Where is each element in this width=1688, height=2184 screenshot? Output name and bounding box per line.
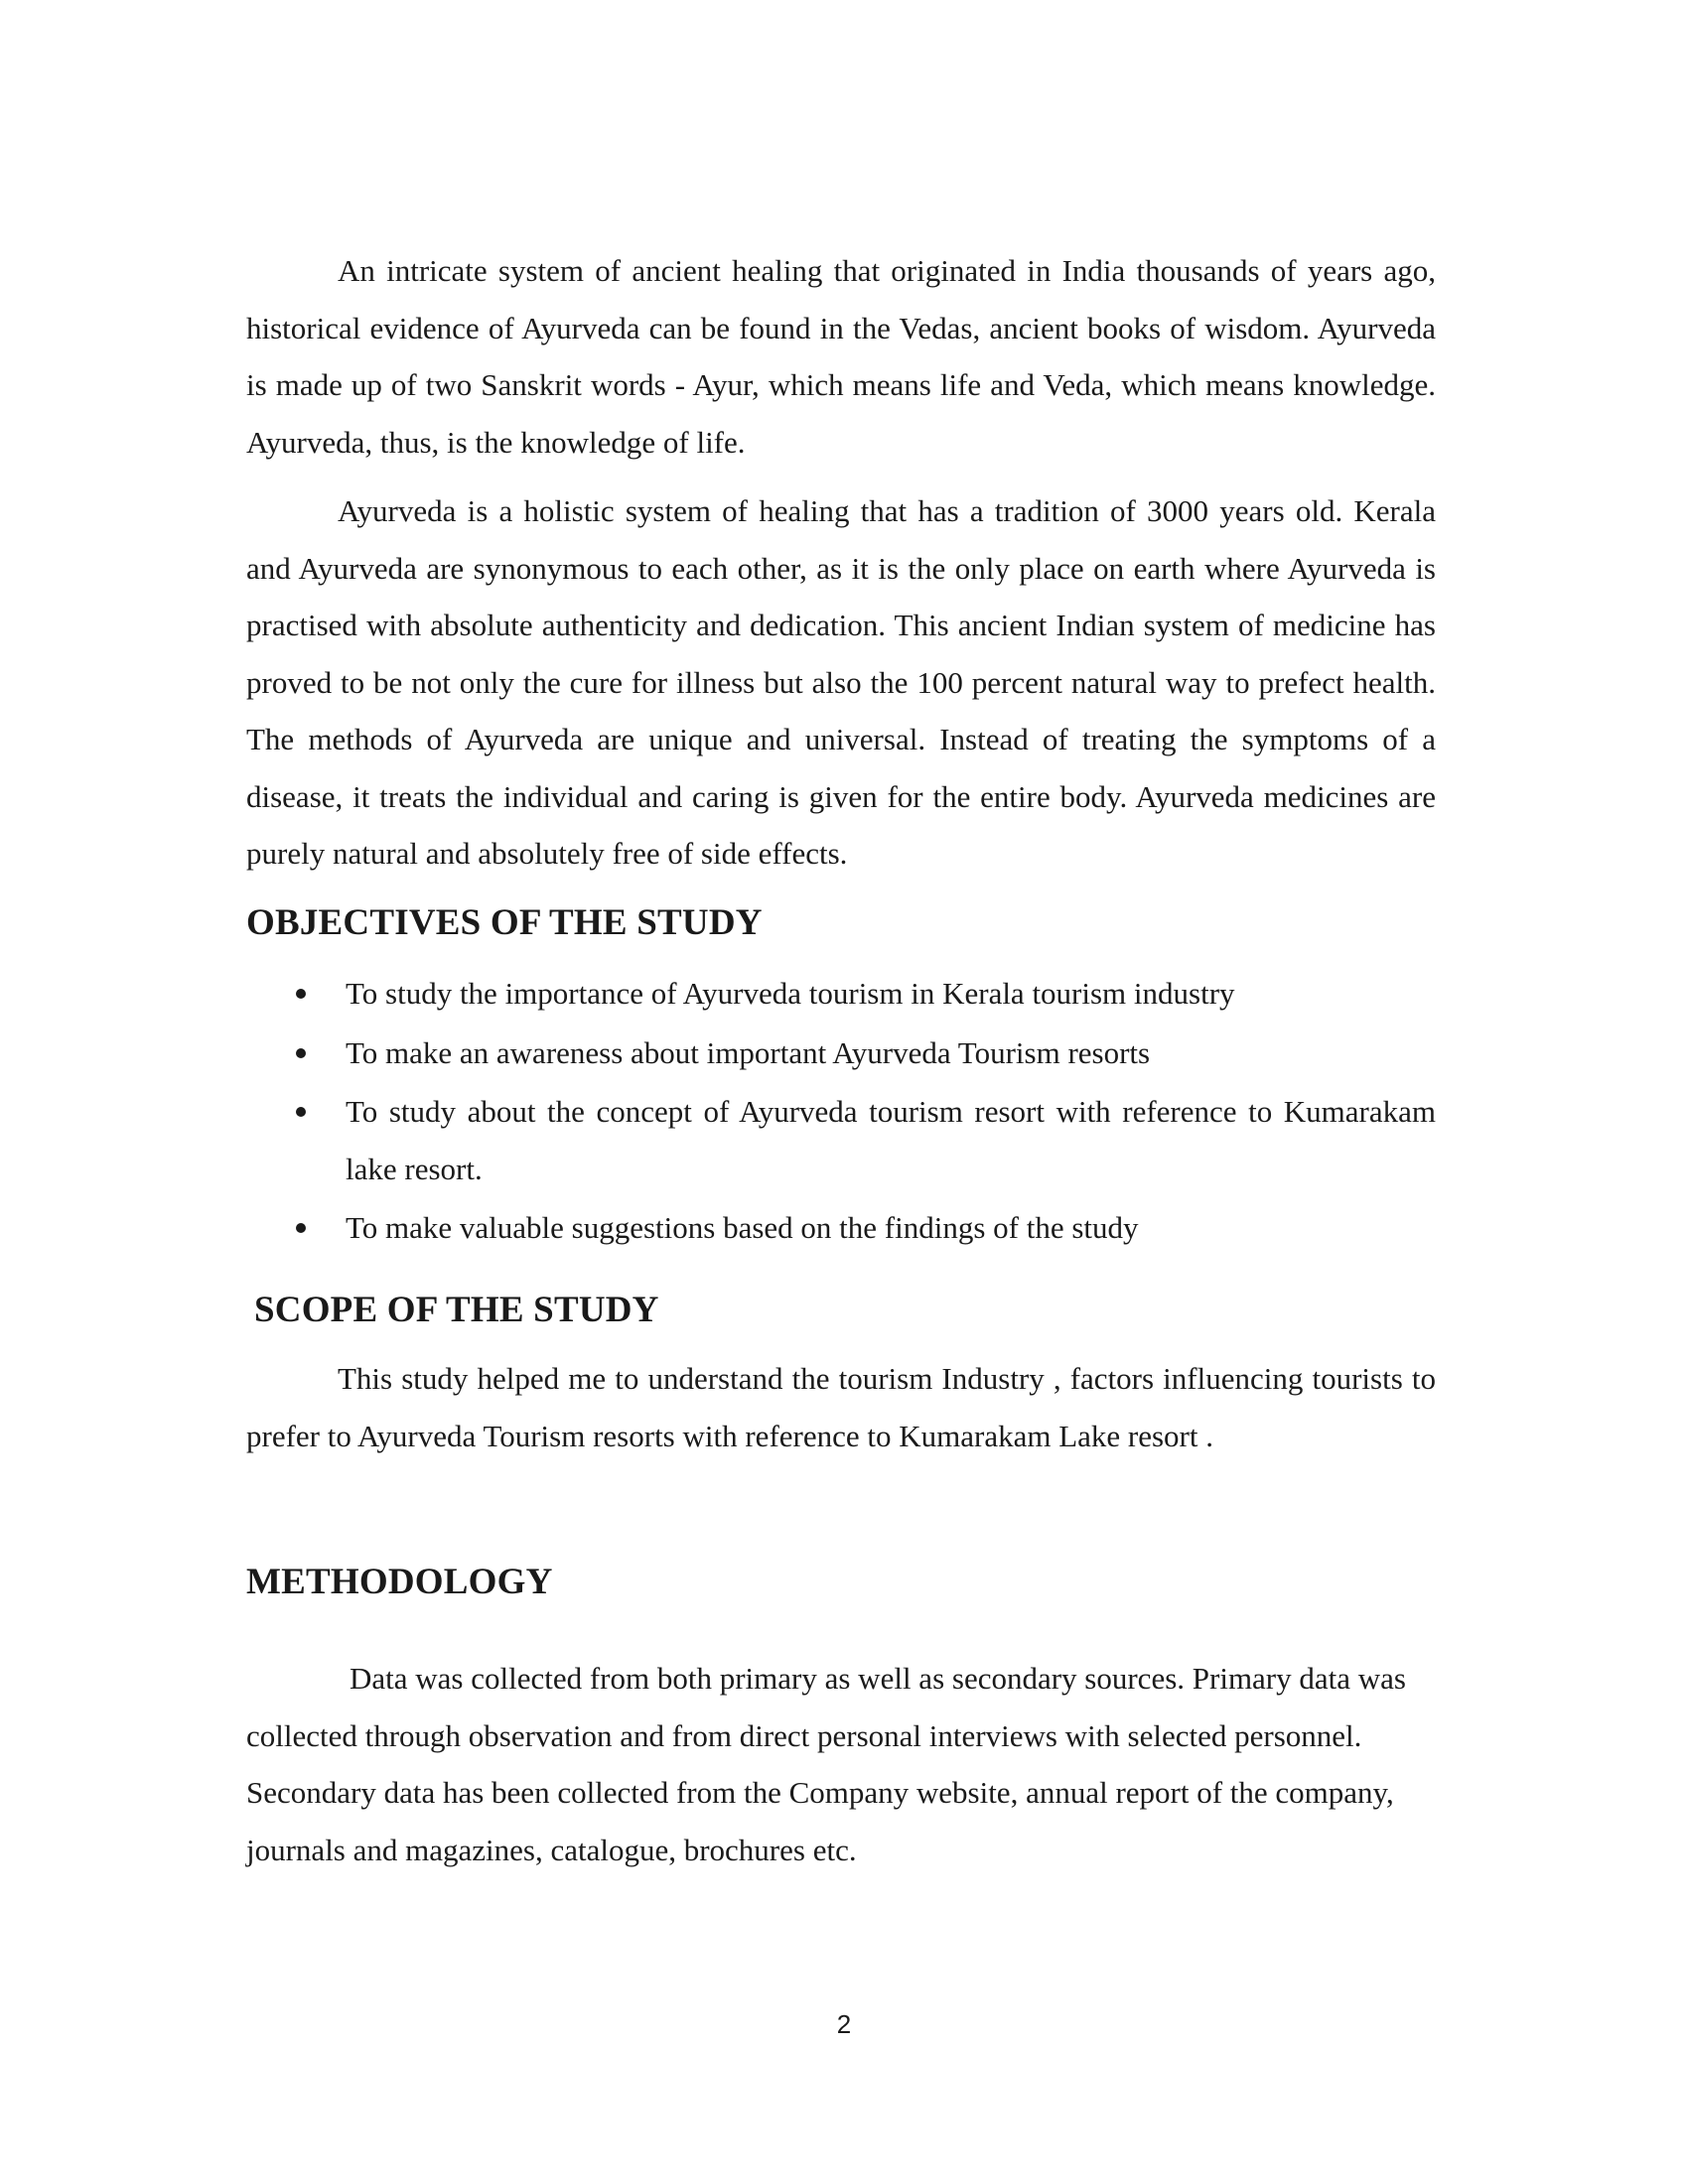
page-number: 2 bbox=[836, 2009, 852, 2039]
methodology-paragraph: Data was collected from both primary as well as secondary sources. Primary data was collected through observation and from direct personal interviews with selected personnel. Secondary data has been collected from the Company website, annual report of the company, journals and magazines, catalogue, brochures etc. bbox=[246, 1661, 1406, 1867]
bullet-icon bbox=[296, 1223, 306, 1233]
objective-text: To study the importance of Ayurveda tourism in Kerala tourism industry bbox=[346, 976, 1235, 1011]
objectives-list bbox=[246, 965, 1436, 1259]
objective-text: To make valuable suggestions based on the findings of the study bbox=[346, 1210, 1139, 1245]
objective-text: To study about the concept of Ayurveda tourism resort with reference to Kumarakam lake resort. bbox=[346, 1094, 1436, 1186]
list-item bbox=[246, 1024, 1436, 1082]
scope-paragraph: This study helped me to understand the tourism Industry , factors influencing tourists to prefer to Ayurveda Tourism resorts with reference to Kumarakam Lake resort . bbox=[246, 1361, 1436, 1453]
intro-paragraph-2: Ayurveda is a holistic system of healing that has a tradition of 3000 years old. Kerala and Ayurveda are synonymous to each other, as it is the only place on earth where Ayurveda is practised with absolute authenticity and dedication. This ancient Indian system of medicine has proved to be not only the cure for illness but also the 100 percent natural way to prefect health. The methods of Ayurveda are unique and universal. Instead of treating the symptoms of a disease, it treats the individual and caring is given for the entire body. Ayurveda medicines are purely natural and absolutely free of side effects. bbox=[246, 493, 1436, 871]
bullet-icon bbox=[296, 1048, 306, 1058]
list-item bbox=[246, 965, 1436, 1023]
bullet-icon bbox=[296, 1107, 306, 1117]
bullet-icon bbox=[296, 989, 306, 999]
objective-text: To make an awareness about important Ayurveda Tourism resorts bbox=[346, 1034, 1151, 1070]
objectives-heading: OBJECTIVES OF THE STUDY bbox=[246, 902, 763, 943]
list-item bbox=[246, 1083, 1436, 1197]
intro-paragraph-1: An intricate system of ancient healing that originated in India thousands of years ago, historical evidence of Ayurveda can be found in the Vedas, ancient books of wisdom. Ayurveda is made up of two Sanskrit words - Ayur, which means life and Veda, which means knowledge. Ayurveda, thus, is the knowledge of life. bbox=[246, 253, 1436, 460]
list-item bbox=[246, 1199, 1436, 1257]
scope-heading: SCOPE OF THE STUDY bbox=[254, 1290, 659, 1330]
methodology-heading: METHODOLOGY bbox=[246, 1562, 553, 1602]
